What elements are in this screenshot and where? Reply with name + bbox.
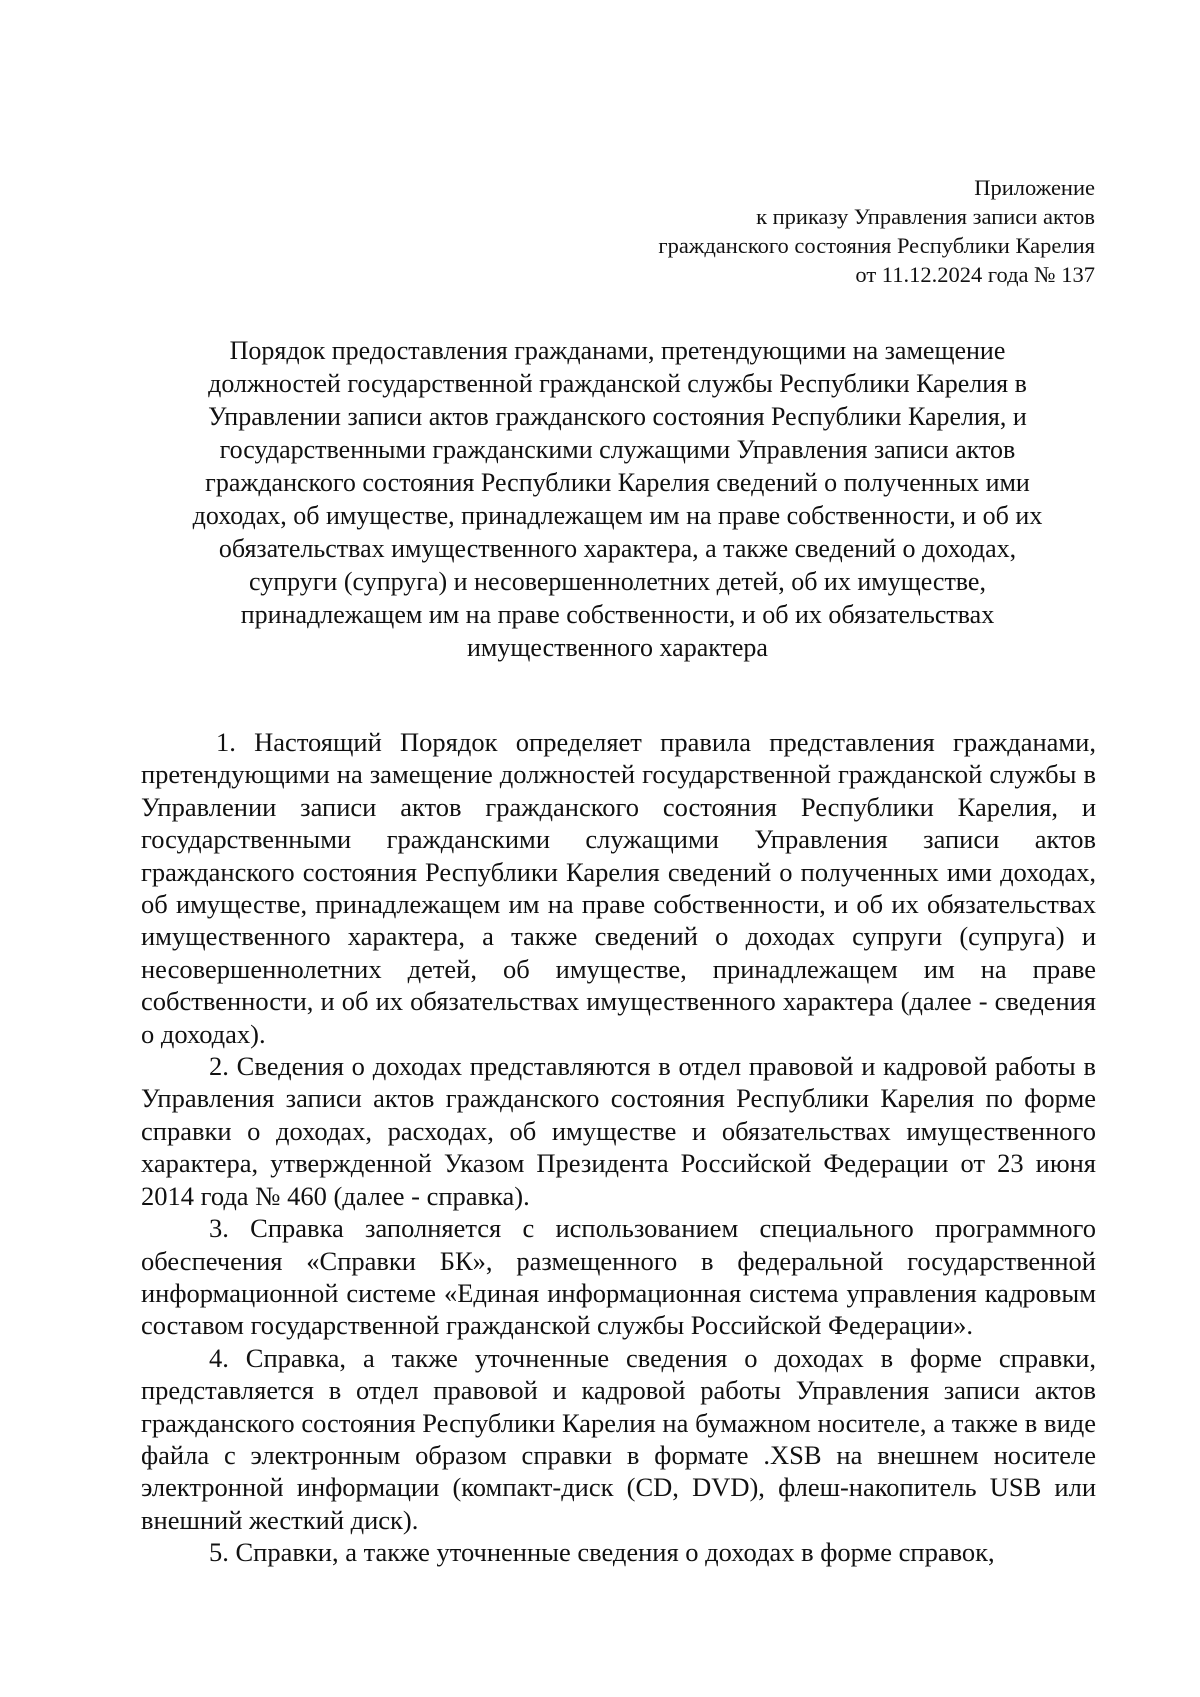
paragraph-2: 2. Сведения о доходах представляются в отдел правовой и кадровой работы в Управления записи актов гражданского состояния Республики Карелия по форме справки о доходах, расходах, об имуществе и обязательствах имущественного характера, утвержденной Указом Президента Российской Федерации от 23 июня 2014 года № 460 (далее - справка).	[141, 1051, 1096, 1211]
title-line: имущественного характера	[467, 633, 768, 662]
paragraph-5: 5. Справки, а также уточненные сведения о доходах в форме справок,	[209, 1537, 995, 1568]
paragraph-1: 1. Настоящий Порядок определяет правила представления гражданами, претендующими на замещение должностей государственной гражданской службы в Управлении записи актов гражданского состояния Республики Карелия, и государственными гражданскими служащими Управления записи актов гражданского состояния Республики Карелия сведений о полученных ими доходах, об имуществе, принадлежащем им на праве собственности, и об их обязательствах имущественного характера, а также сведений о доходах супруги (супруга) и несовершеннолетних детей, об имуществе, принадлежащем им на праве собственности, и об их обязательствах имущественного характера (далее - сведения о доходах).	[141, 727, 1096, 1049]
appendix-order-ref: к приказу Управления записи актов	[756, 204, 1095, 229]
paragraph-4: 4. Справка, а также уточненные сведения о доходах в форме справки, представляется в отдел правовой и кадровой работы Управления записи актов гражданского состояния Республики Карелия на бумажном носителе, а также в виде файла с электронным образом справки в формате .XSB на внешнем носителе электронной информации (компакт-диск (CD, DVD), флеш-накопитель USB или внешний жесткий диск).	[141, 1342, 1096, 1535]
title-line: гражданского состояния Республики Карелия сведений о полученных ими	[205, 468, 1030, 497]
appendix-header	[395, 173, 1095, 289]
appendix-date-number: от 11.12.2024 года № 137	[855, 262, 1095, 287]
title-line: принадлежащем им на праве собственности, и об их обязательствах	[240, 600, 995, 629]
appendix-organization: гражданского состояния Республики Карелия	[658, 233, 1095, 258]
document-title	[140, 334, 1095, 664]
title-line: доходах, об имуществе, принадлежащем им на праве собственности, и об их	[192, 501, 1043, 530]
paragraph-3: 3. Справка заполняется с использованием специального программного обеспечения «Справки БК», размещенного в федеральной государственной информационной системе «Единая информационная система управления кадровым составом государственной гражданской службы Российской Федерации».	[141, 1213, 1096, 1341]
title-line: Порядок предоставления гражданами, претендующими на замещение	[229, 336, 1006, 365]
title-line: должностей государственной гражданской службы Республики Карелия в	[208, 369, 1027, 398]
appendix-label: Приложение	[974, 175, 1095, 200]
title-line: Управлении записи актов гражданского состояния Республики Карелия, и	[208, 402, 1027, 431]
title-line: государственными гражданскими служащими Управления записи актов	[219, 435, 1016, 464]
title-line: обязательствах имущественного характера, а также сведений о доходах,	[218, 534, 1017, 563]
title-line: супруги (супруга) и несовершеннолетних детей, об их имуществе,	[249, 567, 986, 596]
document-body	[141, 726, 1096, 1569]
